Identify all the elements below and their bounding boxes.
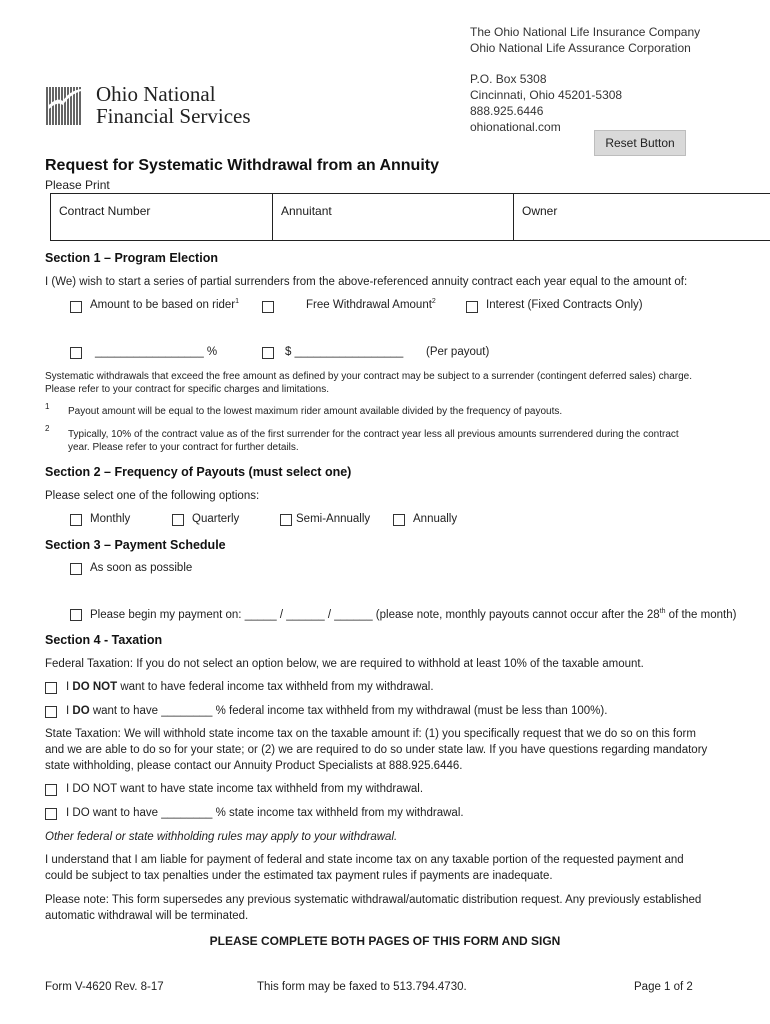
liability-line-1: I understand that I am liable for payment of federal and state income tax on any taxable portion of the requested payment and [45,854,684,866]
state-do-checkbox[interactable] [45,808,57,820]
per-payout-label: (Per payout) [426,346,490,358]
quarterly-checkbox[interactable] [172,514,184,526]
footnote-2-line-2: year. Please refer to your contract for further details. [68,442,299,453]
semi-annually-checkbox[interactable] [280,514,292,526]
federal-do-checkbox[interactable] [45,706,57,718]
supersede-note-2: automatic withdrawal will be terminated. [45,910,249,922]
annually-label: Annually [413,513,458,525]
other-rules-note: Other federal or state withholding rules may apply to your withdrawal. [45,831,398,843]
contract-info-table [50,193,770,241]
company-name: The Ohio National Life Insurance Company [470,25,701,39]
begin-date-checkbox[interactable] [70,609,82,621]
section-1-heading: Section 1 – Program Election [45,251,218,265]
liability-line-2: could be subject to tax penalties under the estimated tax payment rules if payments are inadequate. [45,870,553,882]
asap-checkbox[interactable] [70,563,82,575]
annuitant-field[interactable] [273,194,514,240]
fax-note: This form may be faxed to 513.794.4730. [257,981,467,993]
federal-do-not-checkbox[interactable] [45,682,57,694]
page-number: Page 1 of 2 [634,981,693,993]
ohio-national-logo-icon [45,85,83,127]
phone: 888.925.6446 [470,104,544,118]
footnote-2-line-1: Typically, 10% of the contract value as of the first surrender for the contract year less all previous amounts surrendered during the contract [68,429,679,440]
rider-amount-label: Amount to be based on rider$^1$ [90,298,240,311]
state-taxation-line-2: and we are able to do so for your state; or (2) we are required to do so under state law. If you have questions regarding mandatory [45,744,708,756]
logo-text-line2: Financial Services [96,104,251,128]
rider-amount-checkbox[interactable] [70,301,82,313]
annually-checkbox[interactable] [393,514,405,526]
form-number: Form V-4620 Rev. 8-17 [45,981,164,993]
address-line-1: P.O. Box 5308 [470,72,547,86]
address-line-2: Cincinnati, Ohio 45201-5308 [470,88,623,102]
monthly-label: Monthly [90,513,131,525]
complete-both-pages-notice: PLEASE COMPLETE BOTH PAGES OF THIS FORM AND SIGN [209,934,561,948]
footnote-1: Payout amount will be equal to the lowest maximum rider amount available divided by the frequency of payouts. [68,406,563,417]
percent-checkbox[interactable] [70,347,82,359]
section-3-heading: Section 3 – Payment Schedule [45,538,226,552]
form-subtitle: Please Print [45,178,110,192]
monthly-checkbox[interactable] [70,514,82,526]
percent-field[interactable]: _________________ % [95,346,218,358]
begin-date-label: Please begin my payment on: _____ / ______ / ______ (please note, monthly payouts cannot occur after the 28th of the month) [90,608,737,621]
form-title: Request for Systematic Withdrawal from an Annuity [45,157,439,174]
dollar-field[interactable]: $ _________________ [285,346,404,358]
logo-text-line1: Ohio National [96,82,216,106]
section-1-note-1: Systematic withdrawals that exceed the free amount as defined by your contract may be subject to a surrender (contingent deferred sales) charge. [45,371,693,382]
federal-do-not-label: I DO NOT want to have federal income tax withheld from my withdrawal. [66,681,434,693]
federal-taxation-intro: Federal Taxation: If you do not select an option below, we are required to withhold at least 10% of the taxable amount. [45,658,644,670]
section-4-heading: Section 4 - Taxation [45,633,163,647]
state-do-not-checkbox[interactable] [45,784,57,796]
quarterly-label: Quarterly [192,513,240,525]
website: ohionational.com [470,120,561,134]
interest-checkbox[interactable] [466,301,478,313]
federal-do-label: I DO want to have ________ % federal income tax withheld from my withdrawal (must be less than 100%). [66,705,608,717]
interest-label: Interest (Fixed Contracts Only) [486,299,643,311]
free-withdrawal-label: Free Withdrawal Amount$^2$ [306,298,436,311]
contract-number-label: Contract Number [59,204,151,218]
semi-annually-label: Semi-Annually [296,513,371,525]
state-do-label: I DO want to have ________ % state income tax withheld from my withdrawal. [66,807,464,819]
state-taxation-line-3: state withholding, please contact our Annuity Product Specialists at 888.925.6446. [45,760,463,772]
annuitant-label: Annuitant [281,204,332,218]
section-2-intro: Please select one of the following options: [45,490,260,502]
asap-label: As soon as possible [90,562,193,574]
dollar-checkbox[interactable] [262,347,274,359]
free-withdrawal-checkbox[interactable] [262,301,274,313]
supersede-note-1: Please note: This form supersedes any previous systematic withdrawal/automatic distribution request. Any previously established [45,894,702,906]
footnote-2-mark: 2 [45,424,50,433]
owner-field[interactable] [514,194,770,240]
section-1-note-2: Please refer to your contract for specific charges and limitations. [45,384,330,395]
section-2-heading: Section 2 – Frequency of Payouts (must select one) [45,465,352,479]
section-1-intro: I (We) wish to start a series of partial surrenders from the above-referenced annuity contract each year equal to the amount of: [45,276,688,288]
company-name-2: Ohio National Life Assurance Corporation [470,41,691,55]
contract-number-field[interactable] [51,194,273,240]
state-do-not-label: I DO NOT want to have state income tax withheld from my withdrawal. [66,783,424,795]
state-taxation-line-1: State Taxation: We will withhold state income tax on the taxable amount if: (1) you specifically request that we do so on this form [45,728,696,740]
reset-button[interactable]: Reset Button [594,130,686,156]
footnote-1-mark: 1 [45,402,50,411]
owner-label: Owner [522,204,558,218]
